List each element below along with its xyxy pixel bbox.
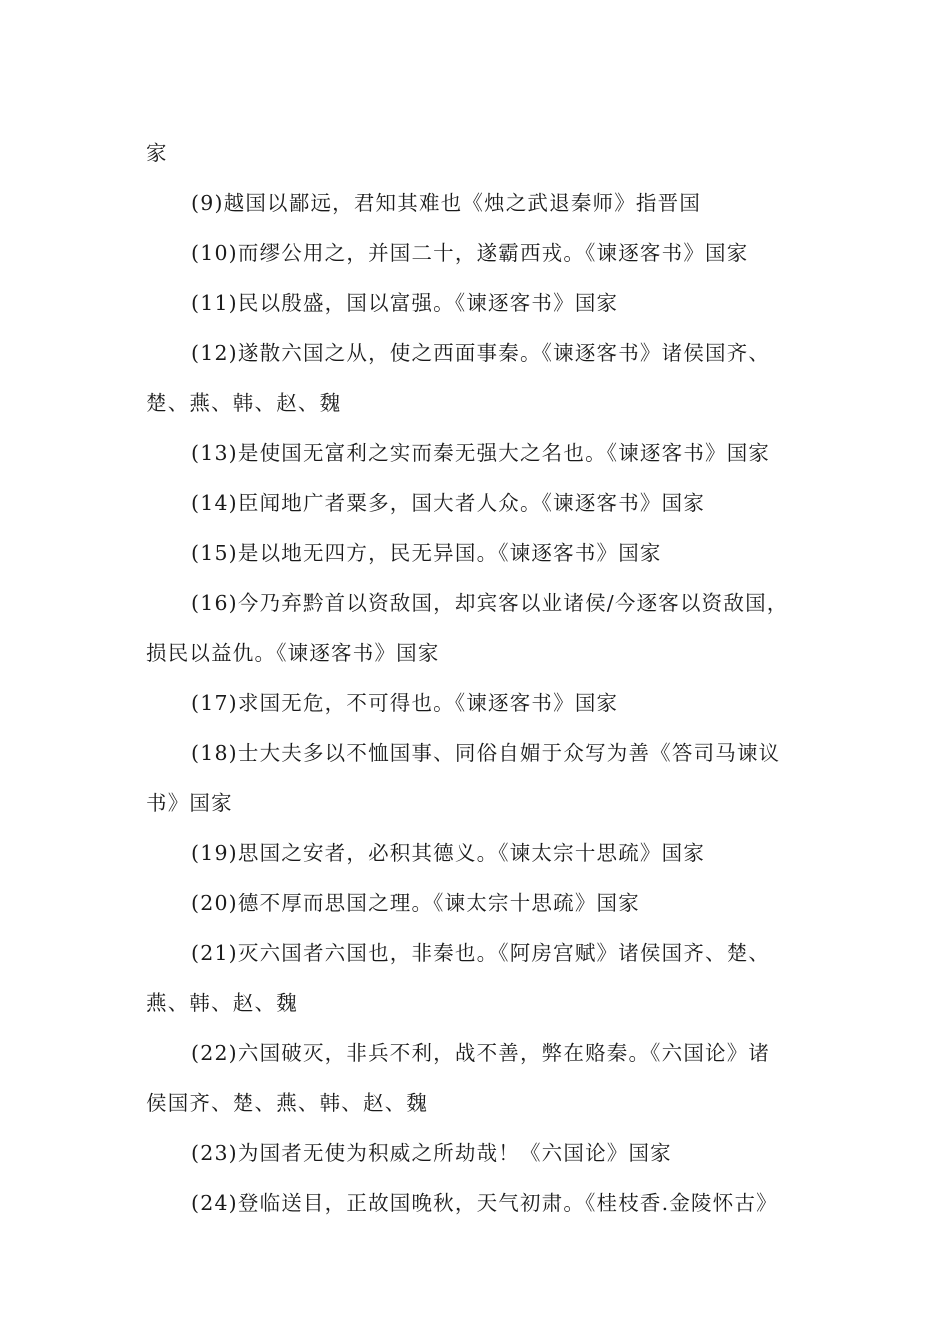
text-line: (13)是使国无富利之实而秦无强大之名也。《谏逐客书》国家 bbox=[191, 441, 771, 465]
document-body bbox=[146, 128, 816, 1228]
text-line: (9)越国以鄙远，君知其难也《烛之武退秦师》指晋国 bbox=[191, 191, 702, 215]
text-line: (15)是以地无四方，民无异国。《谏逐客书》国家 bbox=[191, 541, 662, 565]
text-line: (14)臣闻地广者粟多，国大者人众。《谏逐客书》国家 bbox=[191, 491, 706, 515]
text-line: 书》国家 bbox=[146, 791, 233, 815]
text-line: (21)灭六国者六国也，非秦也。《阿房宫赋》诸侯国齐、楚、 bbox=[191, 941, 771, 965]
text-line: 家 bbox=[146, 141, 168, 165]
text-line: (10)而缪公用之，并国二十，遂霸西戎。《谏逐客书》国家 bbox=[191, 241, 749, 265]
text-line: (24)登临送目，正故国晚秋，天气初肃。《桂枝香.金陵怀古》 bbox=[191, 1191, 778, 1215]
text-line: (19)思国之安者，必积其德义。《谏太宗十思疏》国家 bbox=[191, 841, 706, 865]
text-line: (17)求国无危，不可得也。《谏逐客书》国家 bbox=[191, 691, 619, 715]
text-line: (20)德不厚而思国之理。《谏太宗十思疏》国家 bbox=[191, 891, 640, 915]
text-line: (11)民以殷盛，国以富强。《谏逐客书》国家 bbox=[191, 291, 619, 315]
text-line: (12)遂散六国之从，使之西面事秦。《谏逐客书》诸侯国齐、 bbox=[191, 341, 771, 365]
text-line: (18)士大夫多以不恤国事、同俗自媚于众写为善《答司马谏议 bbox=[191, 741, 781, 765]
text-line: (23)为国者无使为积威之所劫哉！《六国论》国家 bbox=[191, 1141, 672, 1165]
text-line: (22)六国破灭，非兵不利，战不善，弊在赂秦。《六国论》诸 bbox=[191, 1041, 771, 1065]
text-line: 侯国齐、楚、燕、韩、赵、魏 bbox=[146, 1091, 429, 1115]
text-line: 燕、韩、赵、魏 bbox=[146, 991, 298, 1015]
text-line: (16)今乃弃黔首以资敌国，却宾客以业诸侯/今逐客以资敌国， bbox=[191, 591, 789, 615]
text-line: 楚、燕、韩、赵、魏 bbox=[146, 391, 342, 415]
text-line: 损民以益仇。《谏逐客书》国家 bbox=[146, 641, 440, 665]
